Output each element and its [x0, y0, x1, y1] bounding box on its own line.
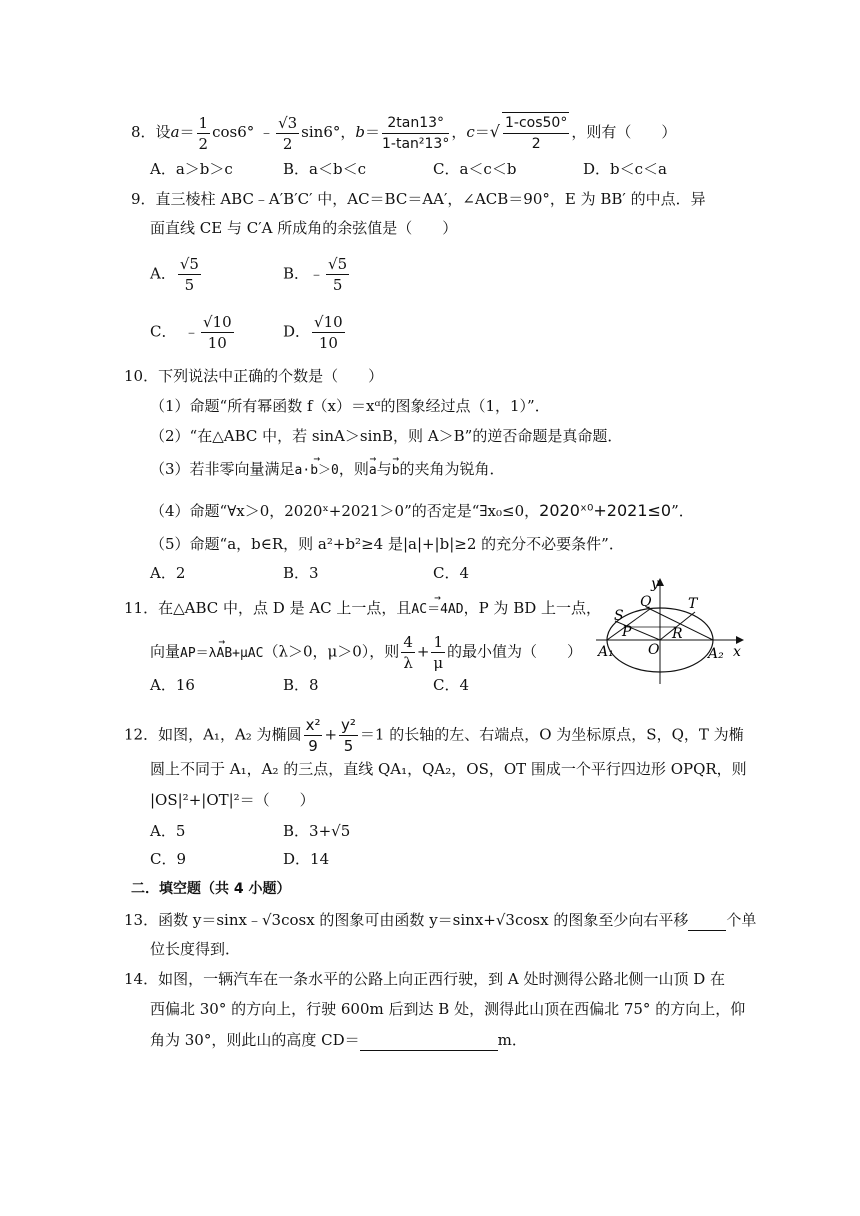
label-s: S	[614, 608, 624, 624]
q10-statement-1: （1）命题“所有幂函数 f（x）＝xᵅ的图象经过点（1，1）”．	[150, 397, 550, 415]
question-11: 11．在△ABC 中，点 D 是 AC 上一点，且→ AC＝4AD，P 为 BD 上一点，	[124, 597, 601, 621]
section-2-heading: 二．填空题（共 4 小题）	[131, 881, 291, 897]
label-a1: A₁	[598, 644, 614, 660]
q12-option-a: A．5	[150, 822, 186, 840]
q9-option-b: B．﹣ $\frac{√5}{5}$	[283, 255, 348, 294]
q10-statement-4: （4）命题“∀x＞0，2020ˣ+2021＞0”的否定是“∃x₀≤0，2020ˣ⁰+2021≤0”．	[150, 501, 694, 520]
q12-option-c: C．9	[150, 850, 187, 868]
label-p: P	[622, 624, 632, 640]
question-8: 8．设a＝ $\frac{1}{2}$ cos6° ﹣ $\frac{√3}{2}$ sin6°，b＝ $\frac{2\tan 13^\circ}{\text{1-tan²13°}}$ ，c＝√ $\frac{1-\cos 50^\circ}{2}$ ，则有（ ）	[131, 113, 677, 153]
q9-option-a: A． $\frac{√5}{5}$	[150, 255, 199, 294]
question-10: 10．下列说法中正确的个数是（ ）	[124, 367, 384, 385]
q12-option-d: D．14	[283, 850, 330, 868]
q10-option-a: A．2	[150, 564, 186, 582]
q11-option-c: C．4	[433, 676, 470, 694]
question-13: 13．函数 y＝sinx﹣√3cosx 的图象可由函数 y＝sinx+√3cosx 的图象至少向右平移 个单	[124, 908, 756, 931]
q10-option-c: C．4	[433, 564, 470, 582]
q10-statement-2: （2）“在△ABC 中，若 sinA＞sinB，则 A＞B”的逆否命题是真命题．	[150, 427, 623, 445]
ellipse-figure	[596, 572, 756, 688]
label-r: R	[672, 626, 683, 642]
label-y: y	[651, 576, 659, 592]
q11-option-a: A．16	[150, 676, 195, 694]
fraction-tan: $\frac{2\tan 13^\circ}{\text{1-tan²13°}}$	[382, 114, 450, 152]
question-12: 12．如图，A₁，A₂ 为椭圆 $\frac{\text{x²}}{9}$ + $\frac{\text{y²}}{5}$ ＝1 的长轴的左、右端点，O 为坐标原点，S，Q，T 为椭	[124, 716, 744, 755]
q14-line-3: 角为 30°，则此山的高度 CD＝ m．	[150, 1028, 527, 1051]
q8-option-b: B．a＜b＜c	[283, 160, 366, 178]
label-o: O	[648, 642, 660, 658]
q8-option-d: D．b＜c＜a	[583, 160, 667, 178]
q14-answer-blank[interactable]	[360, 1028, 498, 1051]
q12-line-2: 圆上不同于 A₁，A₂ 的三点，直线 QA₁，QA₂，OS，OT 围成一个平行四边形 OPQR，则	[150, 760, 747, 778]
fraction-half: $\frac{1}{2}$	[198, 113, 209, 153]
x-axis-arrow-icon	[736, 636, 744, 644]
q8-option-a: A．a＞b＞c	[150, 160, 233, 178]
fraction-sqrt3-over-2: $\frac{√3}{2}$	[278, 113, 298, 153]
q10-option-b: B．3	[283, 564, 319, 582]
q9-line-2: 面直线 CE 与 C′A 所成角的余弦值是（ ）	[150, 219, 458, 237]
label-q: Q	[640, 594, 652, 610]
q9-option-d: D． $\frac{√10}{10}$	[283, 313, 343, 352]
q11-option-b: B．8	[283, 676, 319, 694]
q12-line-3: |OS|²+|OT|²＝（ ）	[150, 791, 315, 809]
label-t: T	[688, 596, 698, 612]
q14-line-2: 西偏北 30° 的方向上，行驶 600m 后到达 B 处，测得此山顶在西偏北 75° 的方向上，仰	[150, 1000, 746, 1018]
q8-number: 8．	[131, 123, 156, 141]
label-x: x	[733, 644, 741, 660]
q12-option-b: B．3+√5	[283, 822, 351, 840]
question-14: 14．如图，一辆汽车在一条水平的公路上向正西行驶，到 A 处时测得公路北侧一山顶 D 在	[124, 970, 726, 988]
q10-statement-5: （5）命题“a，b∈R，则 a²+b²≥4 是|a|+|b|≥2 的充分不必要条件”．	[150, 535, 624, 553]
label-a2: A₂	[708, 646, 724, 662]
fraction-cos50: $\frac{1-\cos 50^\circ}{2}$	[502, 112, 569, 154]
q8-option-c: C．a＜c＜b	[433, 160, 517, 178]
q11-line-2: 向量→ AP＝λAB+μAC（λ＞0，μ＞0），则 $\frac{4}{\lambda}$ + $\frac{1}{\mu}$ 的最小值为（ ）	[150, 632, 582, 673]
question-9: 9．直三棱柱 ABC﹣A′B′C′ 中，AC＝BC＝AA′，∠ACB＝90°，E 为 BB′ 的中点．异	[131, 190, 706, 208]
q9-option-c: C． ﹣ $\frac{√10}{10}$	[150, 313, 232, 352]
q13-answer-blank[interactable]	[688, 908, 726, 931]
q10-statement-3: （3）若非零向量满足→ a·b＞0，则→ a与→ b的夹角为锐角．	[150, 458, 505, 482]
q13-line-2: 位长度得到．	[150, 940, 241, 958]
